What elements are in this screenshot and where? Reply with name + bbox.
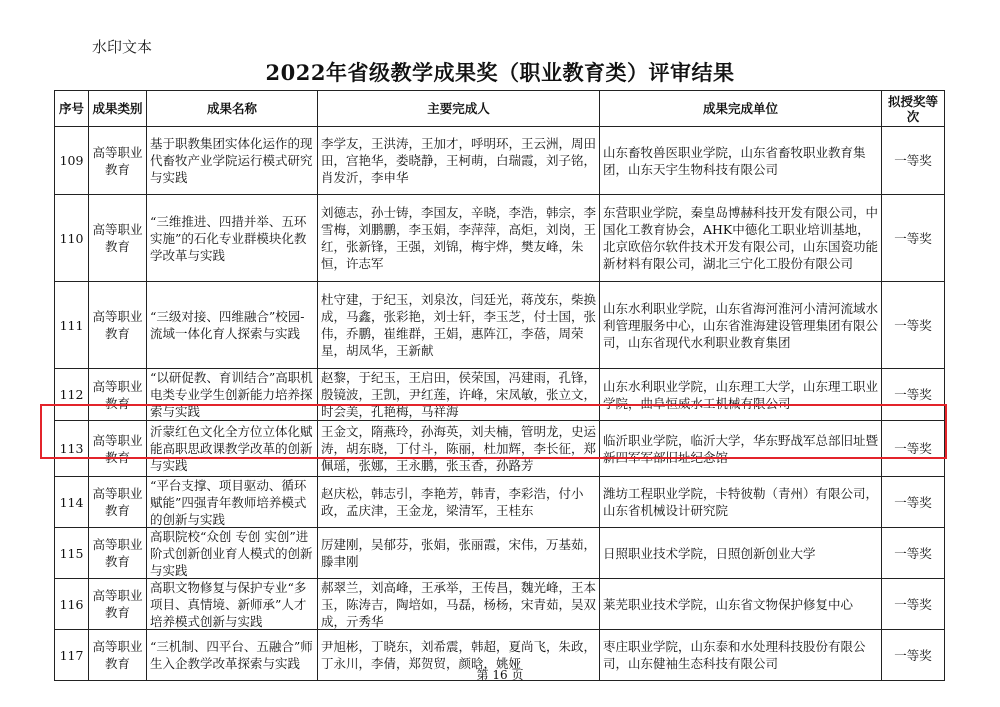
cell-category-text: 高等职业教育 xyxy=(92,222,143,254)
cell-people-text: 李学友，王洪涛，王加才，呼明环，王云洲，周田田，宫艳华，娄晓静，王柯萌，白瑞霞，刘子铭，肖发沂，李申华 xyxy=(321,136,596,185)
cell-unit xyxy=(600,195,882,282)
cell-no xyxy=(55,528,89,579)
cell-grade-text: 一等奖 xyxy=(894,647,932,663)
cell-unit-text: 潍坊工程职业学院，卡特彼勒（青州）有限公司，山东省机械设计研究院 xyxy=(603,486,878,518)
cell-category-text: 高等职业教育 xyxy=(92,378,143,411)
cell-name xyxy=(147,528,318,579)
cell-people xyxy=(318,579,600,630)
cell-no-text: 114 xyxy=(59,494,84,510)
cell-grade xyxy=(882,477,945,528)
table-row xyxy=(55,369,945,421)
header-people: 主要完成人 xyxy=(318,91,600,127)
cell-people xyxy=(318,195,600,282)
cell-name-text: 高职文物修复与保护专业“多项目、真情境、新师承”人才培养模式创新与实践 xyxy=(150,580,307,629)
cell-name-text: 基于职教集团实体化运作的现代畜牧产业学院运行模式研究与实践 xyxy=(150,136,313,185)
cell-name xyxy=(147,579,318,630)
header-unit: 成果完成单位 xyxy=(600,91,882,127)
cell-people xyxy=(318,127,600,195)
page-title: 2022年省级教学成果奖（职业教育类）评审结果 xyxy=(265,60,735,85)
header-name: 成果名称 xyxy=(147,91,318,127)
cell-no xyxy=(55,282,89,369)
cell-unit-text: 枣庄职业学院，山东泰和水处理科技股份有限公司，山东健袖生态科技有限公司 xyxy=(603,639,866,671)
cell-name-text: 高职院校“众创 专创 实创”进阶式创新创业育人模式的创新与实践 xyxy=(150,529,313,578)
cell-unit-text: 山东水利职业学院，山东理工大学，山东理工职业学院，曲阜恒威水工机械有限公司 xyxy=(603,378,878,411)
cell-no-text: 109 xyxy=(59,153,84,168)
cell-category-text: 高等职业教育 xyxy=(92,486,143,518)
table-header-row xyxy=(55,91,945,127)
table-row xyxy=(55,477,945,528)
cell-unit-text: 日照职业技术学院，日照创新创业大学 xyxy=(603,545,816,561)
cell-category xyxy=(89,127,147,195)
cell-category xyxy=(89,421,147,477)
cell-category xyxy=(89,579,147,630)
cell-category xyxy=(89,282,147,369)
cell-people-text: 刘德志，孙士铸，李国友，辛晓，李浩，韩宗，李雪梅，刘鹏鹏，李玉娟，李萍萍，高炬，刘岗，王红，张新锋，王强，刘锦，梅宇烨，樊友峰，朱恒，许志军 xyxy=(321,205,596,271)
cell-category-text: 高等职业教育 xyxy=(92,432,143,465)
cell-name xyxy=(147,127,318,195)
cell-unit-text: 山东水利职业学院，山东省海河淮河小清河流域水利管理服务中心，山东省淮海建设管理集团有限公司，山东省现代水利职业教育集团 xyxy=(603,300,878,350)
cell-no xyxy=(55,195,89,282)
cell-name-text: “平台支撑、项目驱动、循环赋能”四强青年教师培养模式的创新与实践 xyxy=(150,478,307,527)
cell-no xyxy=(55,369,89,421)
cell-category-text: 高等职业教育 xyxy=(92,639,143,671)
cell-people-text: 赵庆松，韩志引，李艳芳，韩青，李彩浩，付小政，孟庆津，王金龙，梁清军，王桂东 xyxy=(321,486,584,518)
cell-unit xyxy=(600,282,882,369)
cell-grade-text: 一等奖 xyxy=(894,387,932,402)
cell-no xyxy=(55,579,89,630)
cell-name-text: “以研促教、育训结合”高职机电类专业学生创新能力培养探索与实践 xyxy=(150,370,313,419)
cell-unit-text: 临沂职业学院，临沂大学，华东野战军总部旧址暨新四军军部旧址纪念馆 xyxy=(603,432,878,465)
cell-no xyxy=(55,477,89,528)
cell-no-text: 110 xyxy=(59,230,84,246)
cell-grade-text: 一等奖 xyxy=(894,153,932,168)
header-no: 序号 xyxy=(55,91,89,127)
cell-unit xyxy=(600,528,882,579)
header-category: 成果类别 xyxy=(89,91,147,127)
cell-people-text: 杜守建，于纪玉，刘泉汝，闫廷光，蒋茂东，柴换成，马鑫，张彩艳，刘士轩，李玉芝，付士国，张伟，乔鹏，崔维群，王娟，惠阵江，李蓓，周荣星，胡凤华，王新献 xyxy=(321,292,596,358)
cell-people-text: 尹旭彬，丁晓东，刘希震，韩超，夏尚飞，朱政，丁永川，李倩，郑贺贸，颜晗，姚娅 xyxy=(321,639,596,671)
cell-grade xyxy=(882,282,945,369)
cell-unit xyxy=(600,127,882,195)
cell-unit-text: 莱芜职业技术学院，山东省文物保护修复中心 xyxy=(603,596,854,612)
table-row xyxy=(55,579,945,630)
cell-people-text: 王金文，隋燕玲，孙海英，刘夫楠，管明龙，史运涛，胡东晓，丁付斗，陈丽，杜加辉，李长征，郑佩瑶，张娜，王永鹏，张玉香，孙路芳 xyxy=(321,424,596,473)
cell-no-text: 117 xyxy=(59,647,84,663)
header-grade: 拟授奖等次 xyxy=(882,91,945,127)
cell-people xyxy=(318,477,600,528)
cell-people-text: 郝翠兰，刘高峰，王承举，王传昌，魏光峰，王本玉，陈涛吉，陶培如，马磊，杨杨，宋青茹，吴双成，亓秀华 xyxy=(321,580,596,629)
cell-grade xyxy=(882,579,945,630)
cell-unit xyxy=(600,421,882,477)
cell-people xyxy=(318,369,600,421)
cell-no-text: 113 xyxy=(59,441,84,456)
cell-people-text: 赵黎，于纪玉，王启田，侯荣国，冯建雨，孔锋，殷镜波，王凯，尹红莲，许峰，宋凤敏，张立文，时会美，孔艳梅，马祥海 xyxy=(321,370,596,419)
cell-name xyxy=(147,195,318,282)
results-table xyxy=(54,90,945,681)
cell-no-text: 111 xyxy=(59,317,84,333)
cell-no xyxy=(55,421,89,477)
cell-category xyxy=(89,195,147,282)
cell-no xyxy=(55,127,89,195)
cell-name xyxy=(147,421,318,477)
cell-category-text: 高等职业教育 xyxy=(92,309,143,341)
cell-name-text: 沂蒙红色文化全方位立体化赋能高职思政课教学改革的创新与实践 xyxy=(150,424,313,473)
cell-name-text: “三机制、四平台、五融合”师生入企教学改革探索与实践 xyxy=(150,639,313,671)
cell-grade-text: 一等奖 xyxy=(894,494,932,510)
cell-grade-text: 一等奖 xyxy=(894,317,932,333)
cell-people xyxy=(318,282,600,369)
cell-name xyxy=(147,477,318,528)
table-row xyxy=(55,127,945,195)
cell-no-text: 115 xyxy=(59,545,84,561)
cell-unit-text: 山东畜牧兽医职业学院，山东省畜牧职业教育集团，山东天宇生物科技有限公司 xyxy=(603,144,866,177)
cell-grade xyxy=(882,528,945,579)
cell-no-text: 112 xyxy=(59,387,84,402)
table-row xyxy=(55,528,945,579)
cell-grade xyxy=(882,195,945,282)
cell-unit-text: 东营职业学院，秦皇岛博赫科技开发有限公司，中国化工教育协会，AHK中德化工职业培训基地，北京欧倍尔软件技术开发有限公司，山东国瓷功能新材料有限公司，湖北三宁化工股份有限公司 xyxy=(603,205,878,271)
cell-unit xyxy=(600,369,882,421)
cell-name-text: “三维推进、四措并举、五环实施”的石化专业群模块化教学改革与实践 xyxy=(150,213,307,263)
cell-grade xyxy=(882,369,945,421)
cell-category-text: 高等职业教育 xyxy=(92,537,143,569)
cell-grade-text: 一等奖 xyxy=(894,230,932,246)
cell-people xyxy=(318,528,600,579)
cell-category xyxy=(89,477,147,528)
cell-category-text: 高等职业教育 xyxy=(92,144,143,177)
cell-name xyxy=(147,369,318,421)
cell-unit xyxy=(600,477,882,528)
cell-grade xyxy=(882,127,945,195)
cell-category xyxy=(89,528,147,579)
page-number: 第 16 页 xyxy=(476,668,524,682)
cell-people xyxy=(318,421,600,477)
cell-grade-text: 一等奖 xyxy=(894,545,932,561)
table-row xyxy=(55,282,945,369)
cell-grade xyxy=(882,421,945,477)
cell-category-text: 高等职业教育 xyxy=(92,588,143,620)
cell-name xyxy=(147,282,318,369)
cell-no-text: 116 xyxy=(59,596,84,612)
watermark-text: 水印文本 xyxy=(92,38,153,56)
cell-grade-text: 一等奖 xyxy=(894,441,932,456)
table-row xyxy=(55,195,945,282)
cell-unit xyxy=(600,579,882,630)
cell-name-text: “三级对接、四维融合”校园-流域一体化育人探索与实践 xyxy=(150,309,305,341)
cell-category xyxy=(89,369,147,421)
cell-people-text: 厉建刚，吴郁芬，张娟，张丽霞，宋伟，万基茹，滕聿刚 xyxy=(321,537,596,569)
table-row xyxy=(55,421,945,477)
cell-grade-text: 一等奖 xyxy=(894,596,932,612)
